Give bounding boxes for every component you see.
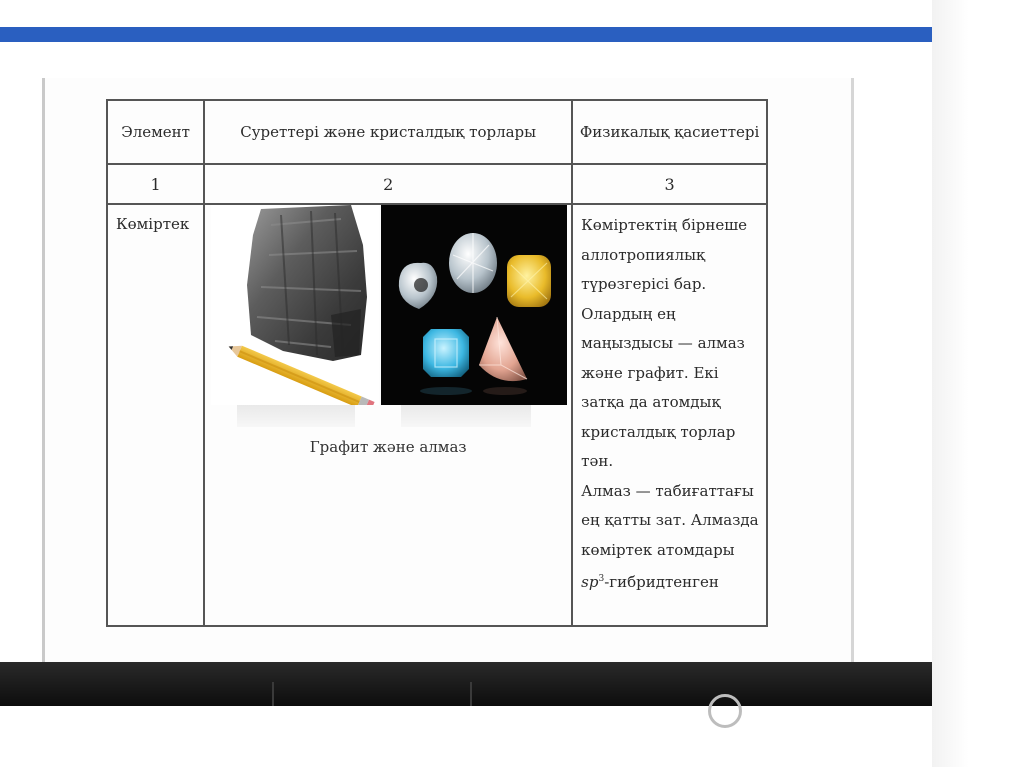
column-number-3: 3 <box>572 164 767 204</box>
property-line: ең қатты зат. Алмазда <box>581 511 759 529</box>
property-line: көміртек атомдары <box>581 540 735 559</box>
image-shadow <box>237 405 355 427</box>
slide-edge <box>932 0 1024 767</box>
property-line: тән. <box>581 452 614 470</box>
properties-text <box>572 204 767 626</box>
top-accent-bar <box>0 27 932 42</box>
bottom-toolbar <box>0 662 932 706</box>
property-line: кристалдық торлар <box>581 422 736 441</box>
hybrid-rest: -гибридтенген <box>604 573 719 591</box>
number-row <box>107 164 767 204</box>
property-line: маңыздысы — алмаз <box>581 334 745 352</box>
property-line: Алмаз — табиғаттағы <box>581 481 754 500</box>
header-element: Элемент <box>107 100 204 164</box>
header-row <box>107 100 767 164</box>
images-cell <box>204 204 572 626</box>
graphite-rock-icon <box>211 205 379 405</box>
graphite-image <box>211 205 379 405</box>
header-properties: Физикалық қасиеттері <box>572 100 767 164</box>
property-line: аллотропиялық <box>581 245 706 264</box>
hybrid-sp: sp <box>581 573 599 591</box>
property-line: Көміртектің бірнеше <box>581 216 748 234</box>
column-number-1: 1 <box>107 164 204 204</box>
image-shadow <box>401 405 531 427</box>
record-icon[interactable] <box>708 694 742 728</box>
content-row <box>107 204 767 626</box>
element-table <box>106 99 768 627</box>
image-caption: Графит және алмаз <box>309 438 467 456</box>
property-line-hybrid <box>581 565 760 598</box>
element-name: Көміртек <box>107 204 204 626</box>
diamonds-image <box>381 205 567 405</box>
property-line: және графит. Екі <box>581 363 719 382</box>
property-line: Олардың ең <box>581 304 676 323</box>
property-line: түрөзгерісі бар. <box>581 275 707 293</box>
column-number-2: 2 <box>204 164 572 204</box>
toolbar-divider <box>272 682 274 706</box>
header-images: Суреттері және кристалдық торлары <box>204 100 572 164</box>
toolbar-divider <box>470 682 472 706</box>
hybrid-superscript: 3 <box>598 574 605 584</box>
diamonds-icon <box>381 205 567 405</box>
property-line: затқа да атомдық <box>581 393 721 411</box>
